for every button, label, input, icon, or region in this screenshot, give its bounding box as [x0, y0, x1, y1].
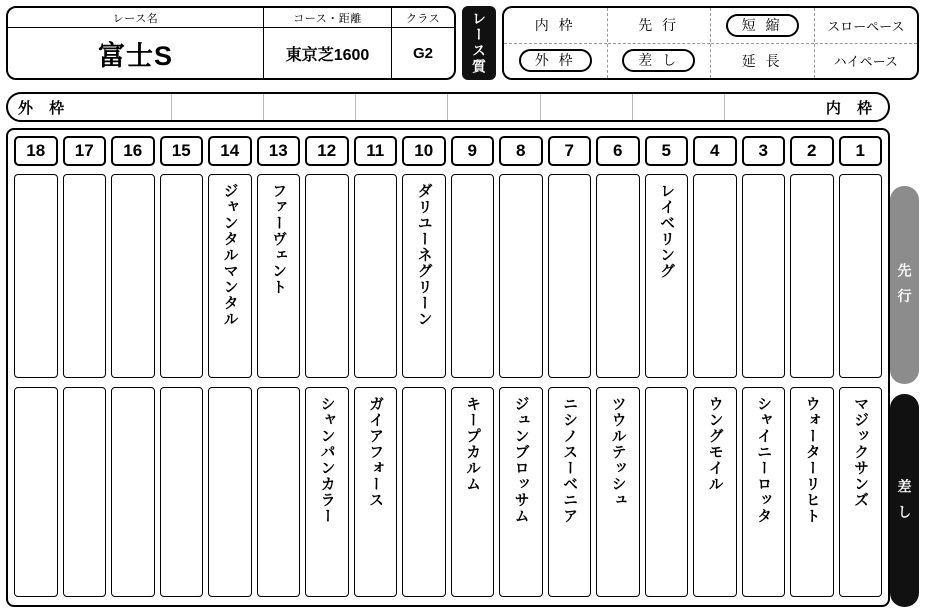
- gate-number-10[interactable]: 10: [402, 136, 446, 166]
- waku-sep: [80, 94, 172, 120]
- course-label: コース・距離: [264, 8, 392, 27]
- race-name-value: 富士S: [8, 28, 264, 78]
- horse-name: マジックサンズ: [852, 396, 870, 508]
- sashi-lane-row: [14, 387, 882, 597]
- tag-tanshuku: [711, 8, 814, 44]
- gate-number-15[interactable]: 15: [160, 136, 204, 166]
- sashi-cell-10[interactable]: [402, 387, 446, 597]
- senkou-cell-18[interactable]: [14, 174, 58, 378]
- course-value: 東京芝1600: [264, 28, 392, 78]
- race-name-label: レース名: [8, 8, 264, 27]
- sashi-cell-5[interactable]: [645, 387, 689, 597]
- horse-name: ツウルテッシュ: [609, 396, 627, 508]
- senkou-cell-12[interactable]: [305, 174, 349, 378]
- tag-outer-waku-label: 外 枠: [519, 49, 592, 72]
- tag-inner-waku: [504, 8, 607, 44]
- tag-enchou-label: 延 長: [741, 52, 783, 69]
- gate-number-17[interactable]: 17: [63, 136, 107, 166]
- gate-number-row: [14, 136, 882, 166]
- tag-column-distance: [711, 8, 815, 78]
- gate-number-14[interactable]: 14: [208, 136, 252, 166]
- waku-bar-outer-label: 外 枠: [18, 99, 71, 117]
- running-style-sashi-bar: [890, 394, 919, 607]
- sashi-cell-14[interactable]: [208, 387, 252, 597]
- senkou-lane-row: [14, 174, 882, 378]
- waku-bar: [6, 92, 890, 122]
- waku-sep: [448, 94, 540, 120]
- tag-column-waku: [504, 8, 608, 78]
- horse-name: キープカルム: [464, 396, 482, 492]
- gate-number-18[interactable]: 18: [14, 136, 58, 166]
- tag-column-position: [608, 8, 712, 78]
- gate-number-8[interactable]: 8: [499, 136, 543, 166]
- race-info-box: [6, 6, 456, 80]
- class-label: クラス: [405, 12, 441, 25]
- senkou-cell-5[interactable]: [645, 174, 689, 378]
- gate-number-16[interactable]: 16: [111, 136, 155, 166]
- horse-name: シャンパンカラー: [318, 396, 336, 524]
- tag-tanshuku-label: 短 縮: [726, 14, 799, 37]
- horse-name: ダリユーネグリーン: [415, 183, 433, 327]
- senkou-cell-1[interactable]: [839, 174, 883, 378]
- sashi-cell-15[interactable]: [160, 387, 204, 597]
- sashi-cell-17[interactable]: [63, 387, 107, 597]
- gate-number-7[interactable]: 7: [548, 136, 592, 166]
- sashi-cell-4[interactable]: [693, 387, 737, 597]
- senkou-cell-7[interactable]: [548, 174, 592, 378]
- sashi-cell-8[interactable]: [499, 387, 543, 597]
- senkou-cell-17[interactable]: [63, 174, 107, 378]
- senkou-cell-6[interactable]: [596, 174, 640, 378]
- sashi-cell-1[interactable]: [839, 387, 883, 597]
- senkou-cell-8[interactable]: [499, 174, 543, 378]
- tag-slow-pace: [815, 8, 918, 44]
- horse-name: ガイアフォース: [367, 396, 385, 508]
- running-style-sashi-label: 差 し: [896, 478, 913, 523]
- senkou-cell-11[interactable]: [354, 174, 398, 378]
- gate-number-1[interactable]: 1: [839, 136, 883, 166]
- waku-sep: [356, 94, 448, 120]
- senkou-cell-14[interactable]: [208, 174, 252, 378]
- tag-outer-waku: [504, 44, 607, 79]
- horse-name: ファーヴェント: [270, 183, 288, 295]
- gate-number-5[interactable]: 5: [645, 136, 689, 166]
- waku-sep: [725, 94, 816, 120]
- gate-number-3[interactable]: 3: [742, 136, 786, 166]
- senkou-cell-4[interactable]: [693, 174, 737, 378]
- gate-number-2[interactable]: 2: [790, 136, 834, 166]
- race-info-values: [8, 28, 454, 78]
- senkou-cell-16[interactable]: [111, 174, 155, 378]
- horse-name: ニシノスーベニア: [561, 396, 579, 524]
- race-info-headers: [8, 8, 454, 28]
- header-row: [6, 6, 919, 84]
- tag-enchou: [711, 44, 814, 79]
- tag-slow-pace-label: スローペース: [827, 18, 905, 34]
- horse-name: ジュンブロッサム: [512, 396, 530, 524]
- tag-sashi: [608, 44, 711, 79]
- waku-sep: [541, 94, 633, 120]
- gate-number-12[interactable]: 12: [305, 136, 349, 166]
- sashi-cell-7[interactable]: [548, 387, 592, 597]
- horse-name: シャイニーロッタ: [755, 396, 773, 524]
- senkou-cell-13[interactable]: [257, 174, 301, 378]
- sashi-cell-2[interactable]: [790, 387, 834, 597]
- gate-number-6[interactable]: 6: [596, 136, 640, 166]
- sashi-cell-11[interactable]: [354, 387, 398, 597]
- sashi-cell-18[interactable]: [14, 387, 58, 597]
- senkou-cell-2[interactable]: [790, 174, 834, 378]
- sashi-cell-12[interactable]: [305, 387, 349, 597]
- running-style-senkou-label: 先 行: [896, 263, 913, 307]
- tag-inner-waku-label: 内 枠: [534, 17, 576, 34]
- gate-number-13[interactable]: 13: [257, 136, 301, 166]
- tag-senkou-label: 先 行: [638, 17, 680, 34]
- race-quality-tab-label: レース質: [471, 11, 487, 75]
- tag-senkou: [608, 8, 711, 44]
- sashi-cell-16[interactable]: [111, 387, 155, 597]
- horse-name: ジャンタルマンタル: [221, 183, 239, 327]
- senkou-cell-15[interactable]: [160, 174, 204, 378]
- class-value: G2: [412, 44, 433, 62]
- tag-sashi-label: 差 し: [622, 49, 695, 72]
- horse-name: ウングモイル: [706, 396, 724, 492]
- sashi-cell-13[interactable]: [257, 387, 301, 597]
- waku-sep: [264, 94, 356, 120]
- waku-bar-separators: [80, 94, 816, 120]
- gate-number-11[interactable]: 11: [354, 136, 398, 166]
- tag-high-pace-label: ハイペース: [833, 54, 898, 70]
- race-quality-tab: [462, 6, 496, 80]
- gate-chart: [6, 128, 890, 607]
- running-style-senkou-bar: [890, 186, 919, 384]
- sashi-cell-6[interactable]: [596, 387, 640, 597]
- sashi-cell-3[interactable]: [742, 387, 786, 597]
- race-quality-tag-grid: [502, 6, 919, 80]
- waku-bar-inner-label: 内 枠: [825, 99, 878, 117]
- waku-sep: [172, 94, 264, 120]
- senkou-cell-3[interactable]: [742, 174, 786, 378]
- horse-name: ウォーターリヒト: [803, 396, 821, 524]
- senkou-cell-10[interactable]: [402, 174, 446, 378]
- gate-number-4[interactable]: 4: [693, 136, 737, 166]
- gate-number-9[interactable]: 9: [451, 136, 495, 166]
- sashi-cell-9[interactable]: [451, 387, 495, 597]
- horse-name: レイベリング: [658, 183, 676, 279]
- tag-column-pace: [815, 8, 918, 78]
- waku-sep: [633, 94, 725, 120]
- tag-high-pace: [815, 44, 918, 79]
- senkou-cell-9[interactable]: [451, 174, 495, 378]
